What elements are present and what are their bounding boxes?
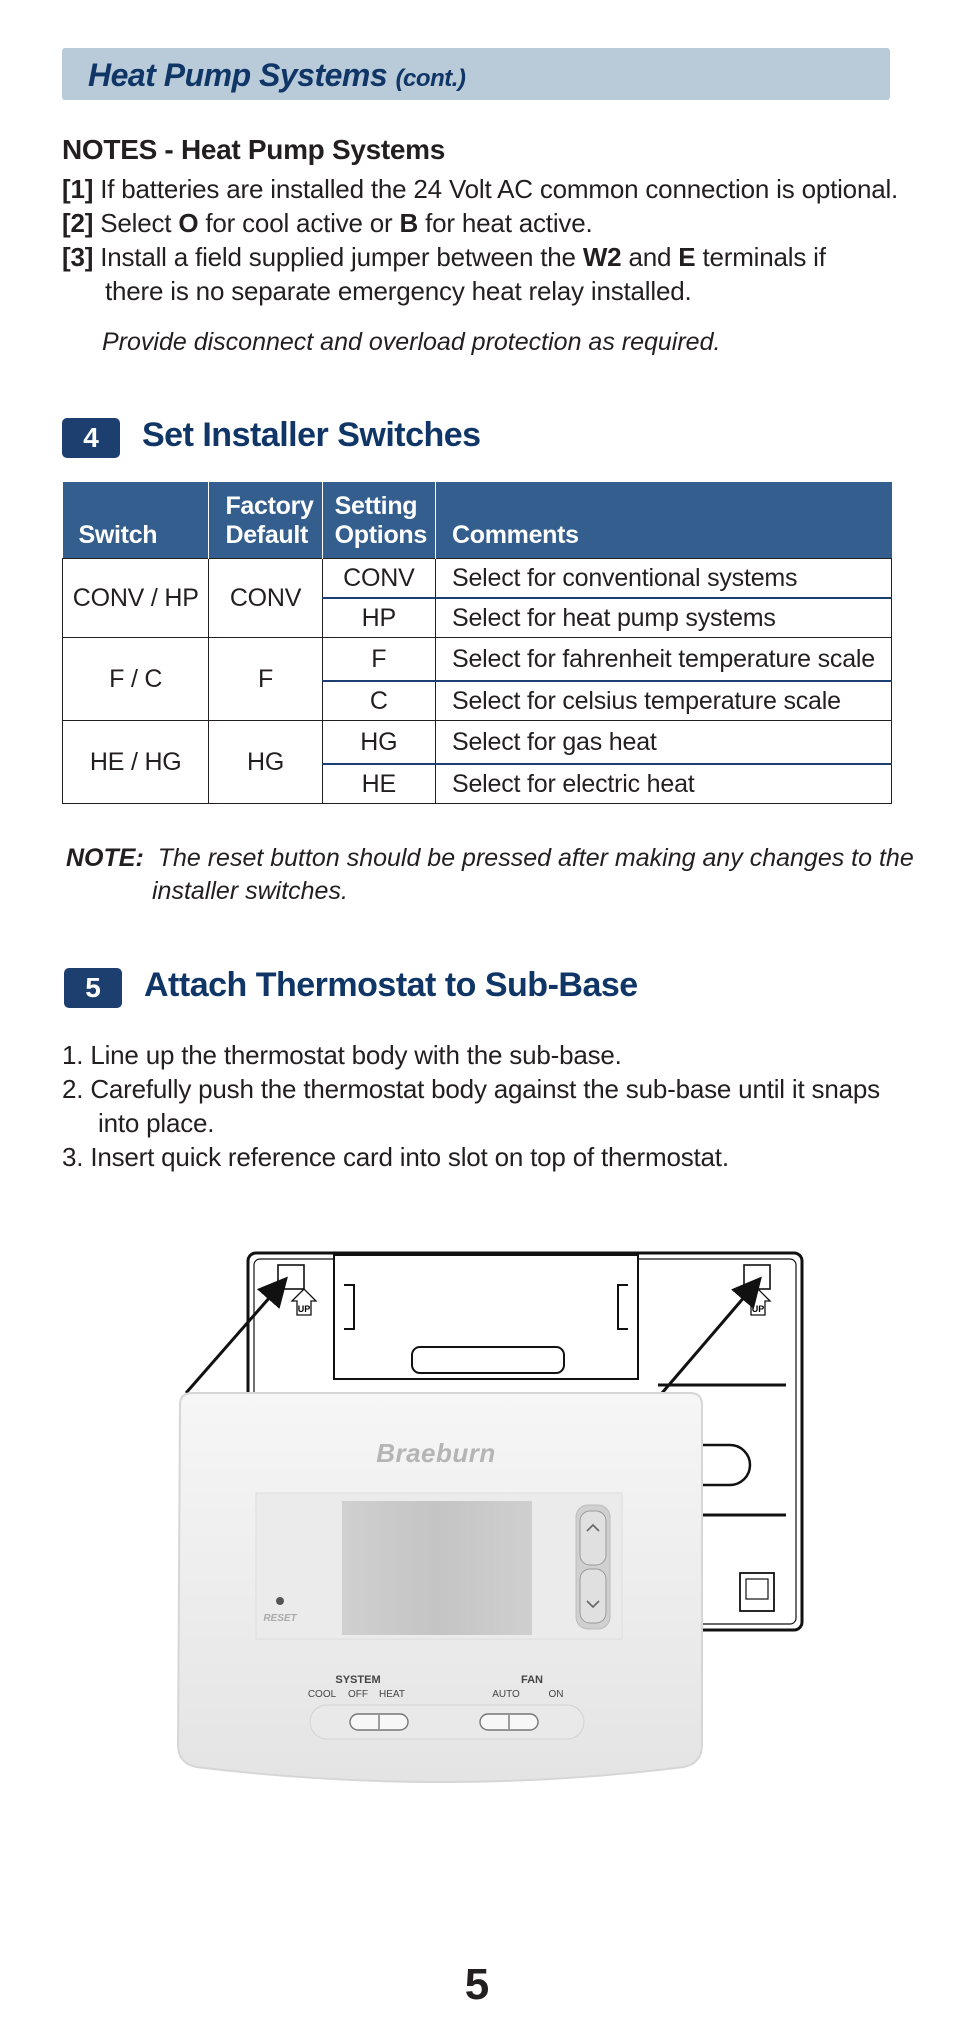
option-cell: C [322, 681, 435, 721]
note-number: [2] [62, 208, 94, 238]
header-setting-options: Setting Options [322, 482, 435, 559]
reset-label: RESET [263, 1613, 297, 1624]
note-text: Select [100, 208, 179, 238]
fan-option-on: ON [548, 1689, 564, 1700]
table-header-row [63, 482, 892, 559]
temp-down-button [580, 1569, 606, 1623]
default-cell: CONV [209, 559, 322, 638]
protection-note: Provide disconnect and overload protection as required. [102, 328, 721, 356]
note-text: for heat active. [418, 208, 593, 238]
note-item-2 [62, 208, 593, 239]
default-cell: F [209, 638, 322, 721]
note-term-e: E [678, 242, 696, 272]
note-text: and [621, 242, 679, 272]
table-row [63, 721, 892, 765]
list-number: 3. [62, 1142, 84, 1172]
thermostat-illustration [150, 1245, 810, 1835]
table-row [63, 638, 892, 682]
note-label: NOTE: [66, 844, 144, 872]
comment-cell: Select for celsius temperature scale [436, 681, 892, 721]
header-factory-default: Factory Default [209, 482, 322, 559]
reset-note [66, 844, 914, 873]
list-number: 2. [62, 1074, 84, 1104]
reset-note-continuation: installer switches. [152, 877, 348, 905]
notes-heading: NOTES - Heat Pump Systems [62, 134, 446, 165]
note-text: The reset button should be pressed after making any changes to the [157, 844, 914, 872]
switch-cell: F / C [63, 638, 209, 721]
step-5-badge: 5 [64, 968, 122, 1008]
note-text: for cool active or [198, 208, 400, 238]
comment-cell: Select for conventional systems [436, 559, 892, 599]
list-number: 1. [62, 1040, 84, 1070]
note-item-3 [62, 242, 826, 273]
list-item [62, 1142, 729, 1173]
default-cell: HG [209, 721, 322, 804]
step-4-title: Set Installer Switches [142, 416, 481, 454]
note-text: Install a field supplied jumper between the [100, 242, 583, 272]
list-text: Line up the thermostat body with the sub-base. [90, 1040, 622, 1070]
note-number: [1] [62, 174, 94, 204]
lcd-display [342, 1501, 532, 1635]
note-text: terminals if [695, 242, 826, 272]
comment-cell: Select for gas heat [436, 721, 892, 765]
comment-cell: Select for fahrenheit temperature scale [436, 638, 892, 682]
switch-cell: HE / HG [63, 721, 209, 804]
comment-cell: Select for electric heat [436, 764, 892, 804]
option-cell: HG [322, 721, 435, 765]
table-row [63, 559, 892, 599]
svg-text:UP: UP [297, 1304, 311, 1314]
system-option-off: OFF [348, 1689, 368, 1700]
svg-text:UP: UP [751, 1304, 765, 1314]
header-comments: Comments [436, 482, 892, 559]
reset-button [276, 1597, 284, 1605]
page-number: 5 [464, 1960, 490, 2009]
fan-option-auto: AUTO [492, 1689, 520, 1700]
system-option-heat: HEAT [379, 1689, 405, 1700]
system-label: SYSTEM [335, 1674, 381, 1686]
note-term-w2: W2 [582, 242, 622, 272]
banner-title-text: Heat Pump Systems [88, 57, 388, 93]
option-cell: F [322, 638, 435, 682]
comment-cell: Select for heat pump systems [436, 598, 892, 638]
installer-switches-table [62, 482, 892, 804]
list-item-continuation: into place. [98, 1108, 215, 1138]
banner-title [88, 57, 465, 94]
fan-label: FAN [521, 1674, 543, 1686]
thermostat-body [178, 1393, 702, 1782]
option-cell: HE [322, 764, 435, 804]
section-banner [62, 48, 890, 100]
temp-up-button [580, 1511, 606, 1565]
banner-title-suffix: (cont.) [395, 65, 466, 92]
note-term-o: O [178, 208, 199, 238]
step-4-badge: 4 [62, 418, 120, 458]
list-item [62, 1040, 622, 1071]
note-number: [3] [62, 242, 94, 272]
note-item-3-continuation: there is no separate emergency heat relay installed. [105, 276, 692, 306]
note-item-1 [62, 174, 898, 205]
header-switch: Switch [63, 482, 209, 559]
list-text: Carefully push the thermostat body against the sub-base until it snaps [90, 1074, 880, 1104]
option-cell: HP [322, 598, 435, 638]
brand-logo: Braeburn [376, 1438, 496, 1468]
switch-cell: CONV / HP [63, 559, 209, 638]
note-term-b: B [399, 208, 419, 238]
step-5-title: Attach Thermostat to Sub-Base [144, 966, 638, 1004]
note-text: If batteries are installed the 24 Volt AC common connection is optional. [100, 174, 899, 204]
list-text: Insert quick reference card into slot on top of thermostat. [90, 1142, 729, 1172]
list-item [62, 1074, 880, 1105]
option-cell: CONV [322, 559, 435, 599]
system-option-cool: COOL [307, 1689, 337, 1700]
